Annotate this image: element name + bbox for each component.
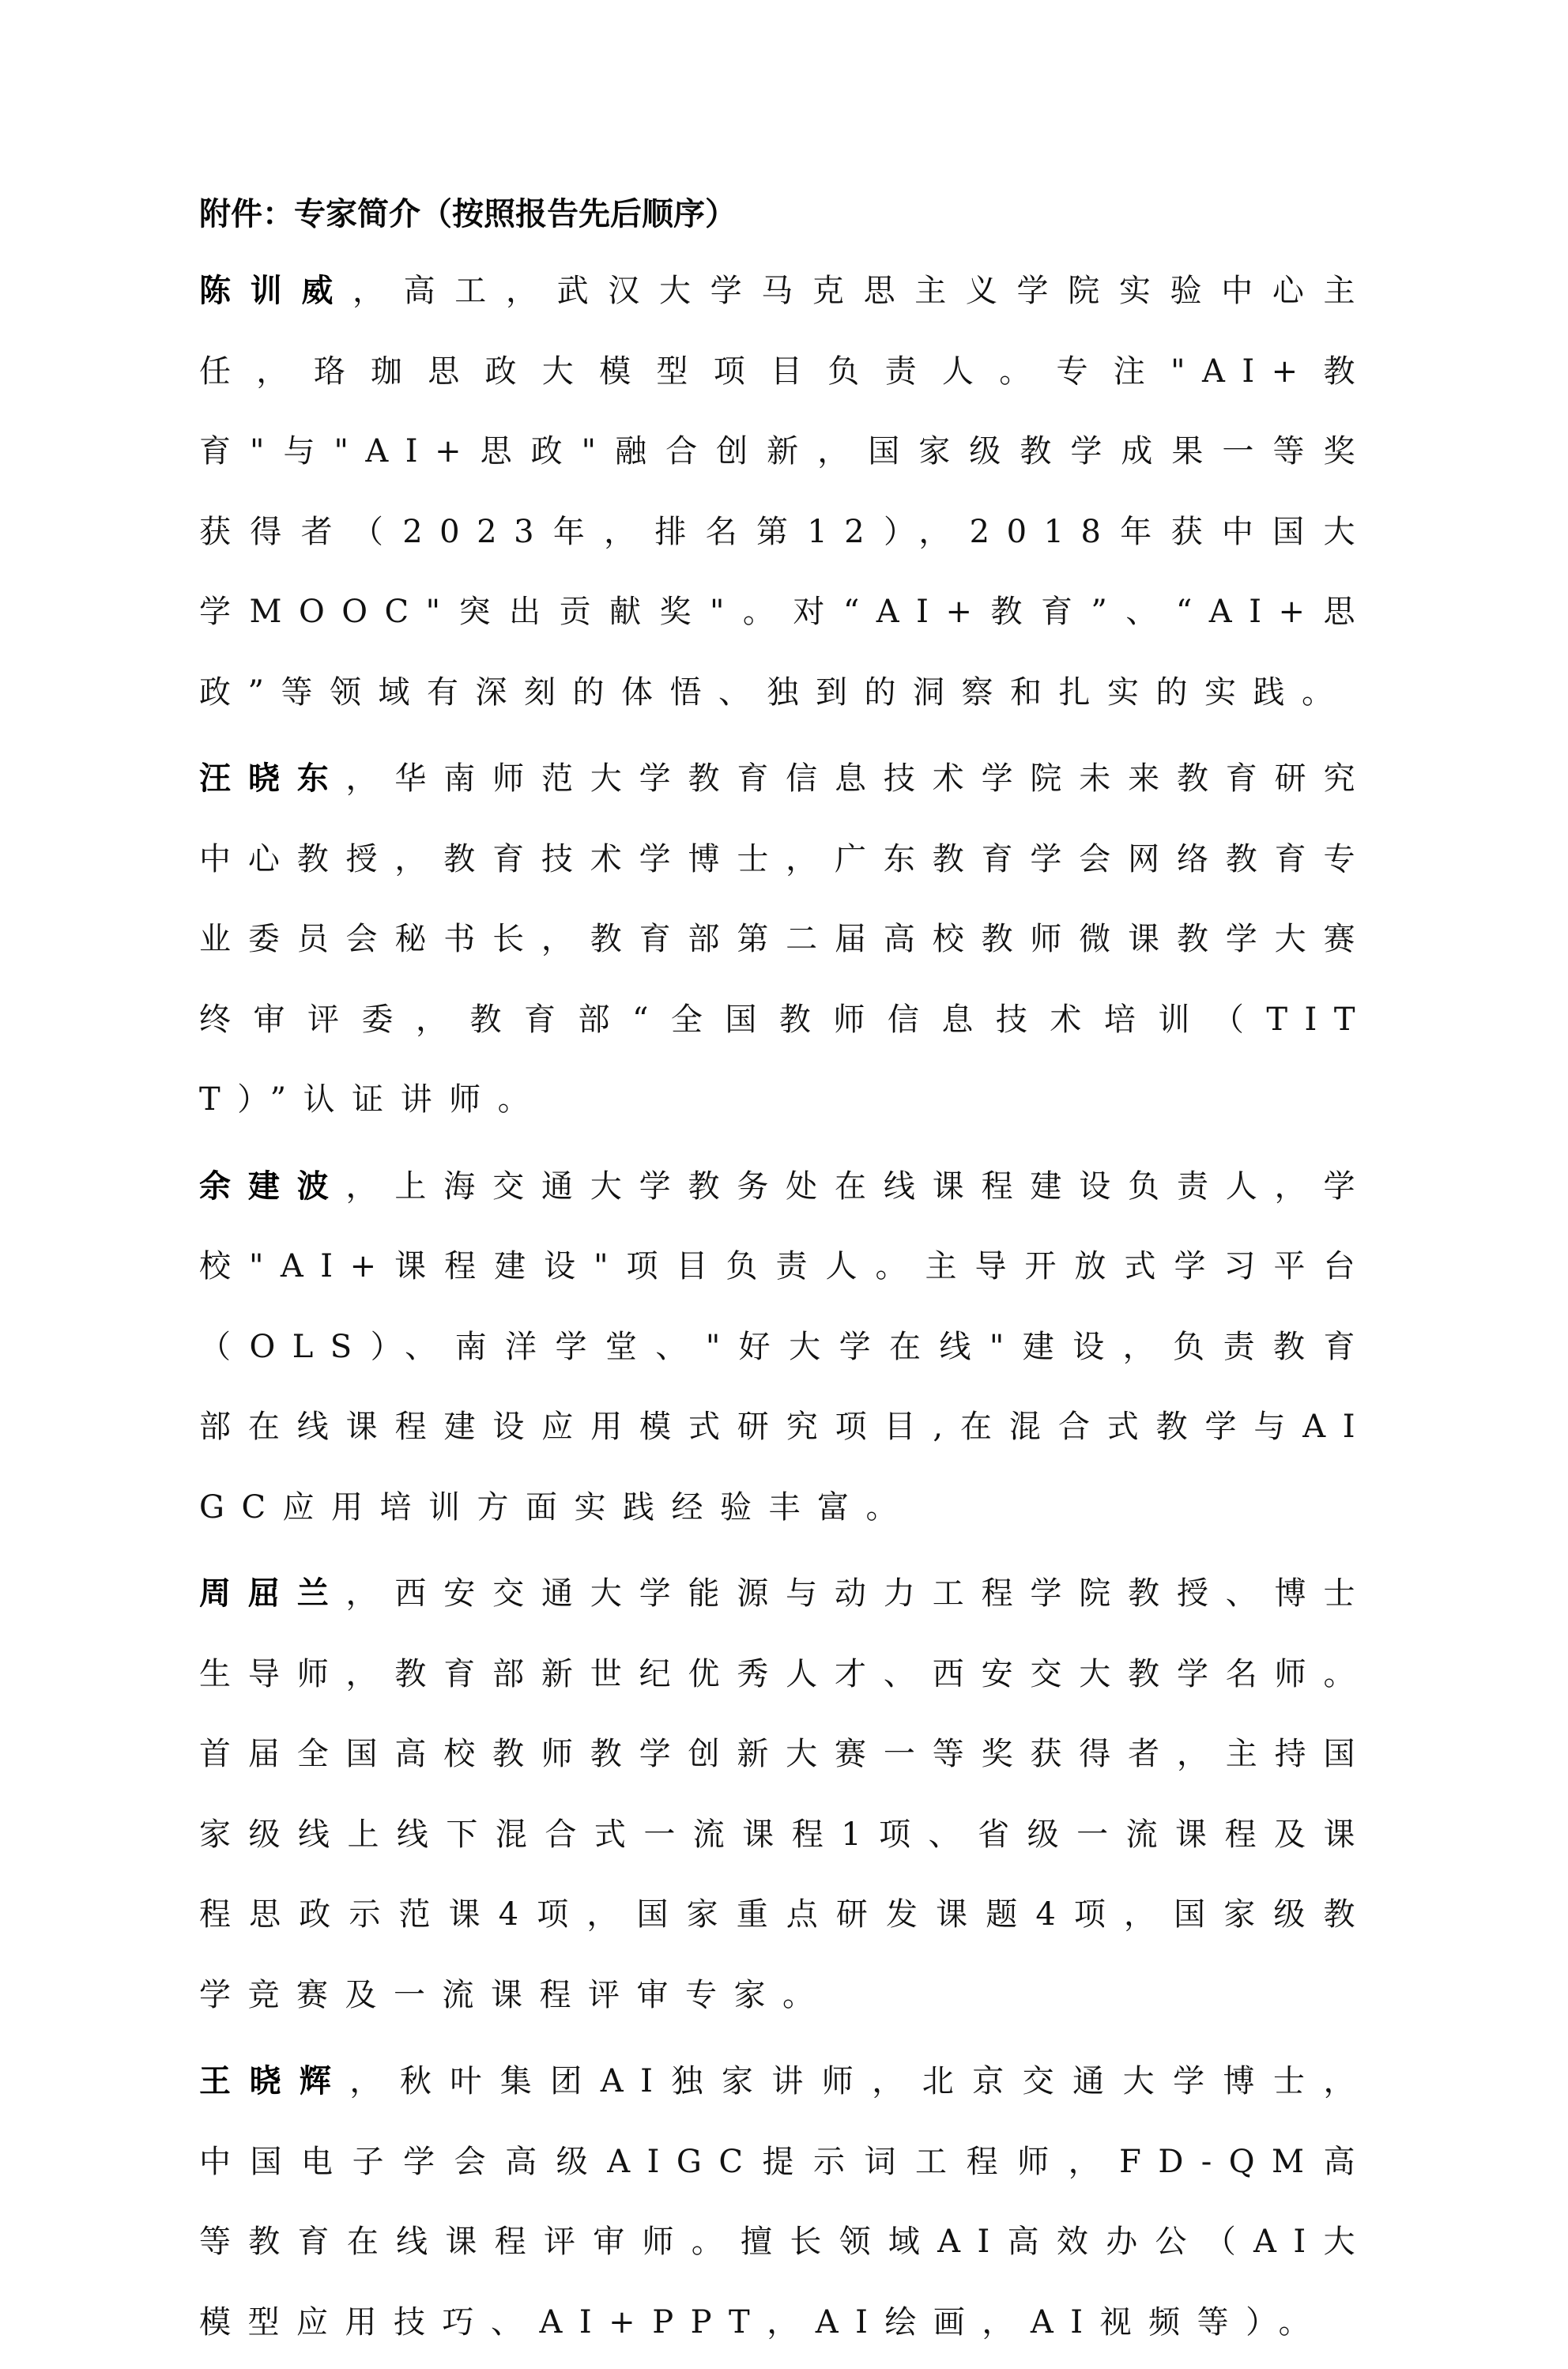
- expert-description: ，高工，武汉大学马克思主义学院实验中心主任，珞珈思政大模型项目负责人。专注"AI+教育"与"AI+思政"融合创新，国家级教学成果一等奖获得者（2023年，排名第12），2018年获中国大学MOOC"突出贡献奖"。对“AI+教育”、“AI+思政”等领域有深刻的体悟、独到的洞察和扎实的实践。: [199, 273, 1373, 711]
- document-title: 附件：专家简介（按照报告先后顺序）: [199, 196, 737, 232]
- expert-description: ，西安交通大学能源与动力工程学院教授、博士生导师，教育部新世纪优秀人才、西安交大教学名师。首届全国高校教师教学创新大赛一等奖获得者，主持国家级线上线下混合式一流课程1项、省级一流课程及课程思政示范课4项，国家重点研发课题4项，国家级教学竞赛及一流课程评审专家。: [199, 1575, 1373, 2013]
- expert-name: 陈训威: [199, 273, 352, 309]
- expert-bio-2: [199, 1147, 1372, 1549]
- expert-description: ，华南师范大学教育信息技术学院未来教育研究中心教授，教育技术学博士，广东教育学会网络教育专业委员会秘书长，教育部第二届高校教师微课教学大赛终审评委，教育部“全国教师信息技术培训（TITT）”认证讲师。: [199, 760, 1373, 1118]
- expert-bio-1: [199, 739, 1372, 1141]
- expert-bio-3: [199, 1554, 1372, 2035]
- expert-description: ，上海交通大学教务处在线课程建设负责人，学校"AI+课程建设"项目负责人。主导开放式学习平台（OLS）、南洋学堂、"好大学在线"建设，负责教育部在线课程建设应用模式研究项目,在混合式教学与AIGC应用培训方面实践经验丰富。: [199, 1168, 1373, 1526]
- expert-bio-0: [199, 251, 1372, 733]
- document-page: [199, 190, 1372, 2369]
- expert-bio-4: [199, 2042, 1372, 2363]
- expert-name: 余建波: [199, 1168, 346, 1205]
- expert-name: 周屈兰: [199, 1575, 346, 1612]
- expert-description: ，秋叶集团AI独家讲师，北京交通大学博士，中国电子学会高级AIGC提示词工程师，FD-QM高等教育在线课程评审师。擅长领域AI高效办公（AI大模型应用技巧、AI+PPT，AI绘画，AI视频等）。: [199, 2063, 1372, 2341]
- expert-name: 汪晓东: [199, 760, 346, 797]
- expert-name: 王晓辉: [199, 2063, 350, 2099]
